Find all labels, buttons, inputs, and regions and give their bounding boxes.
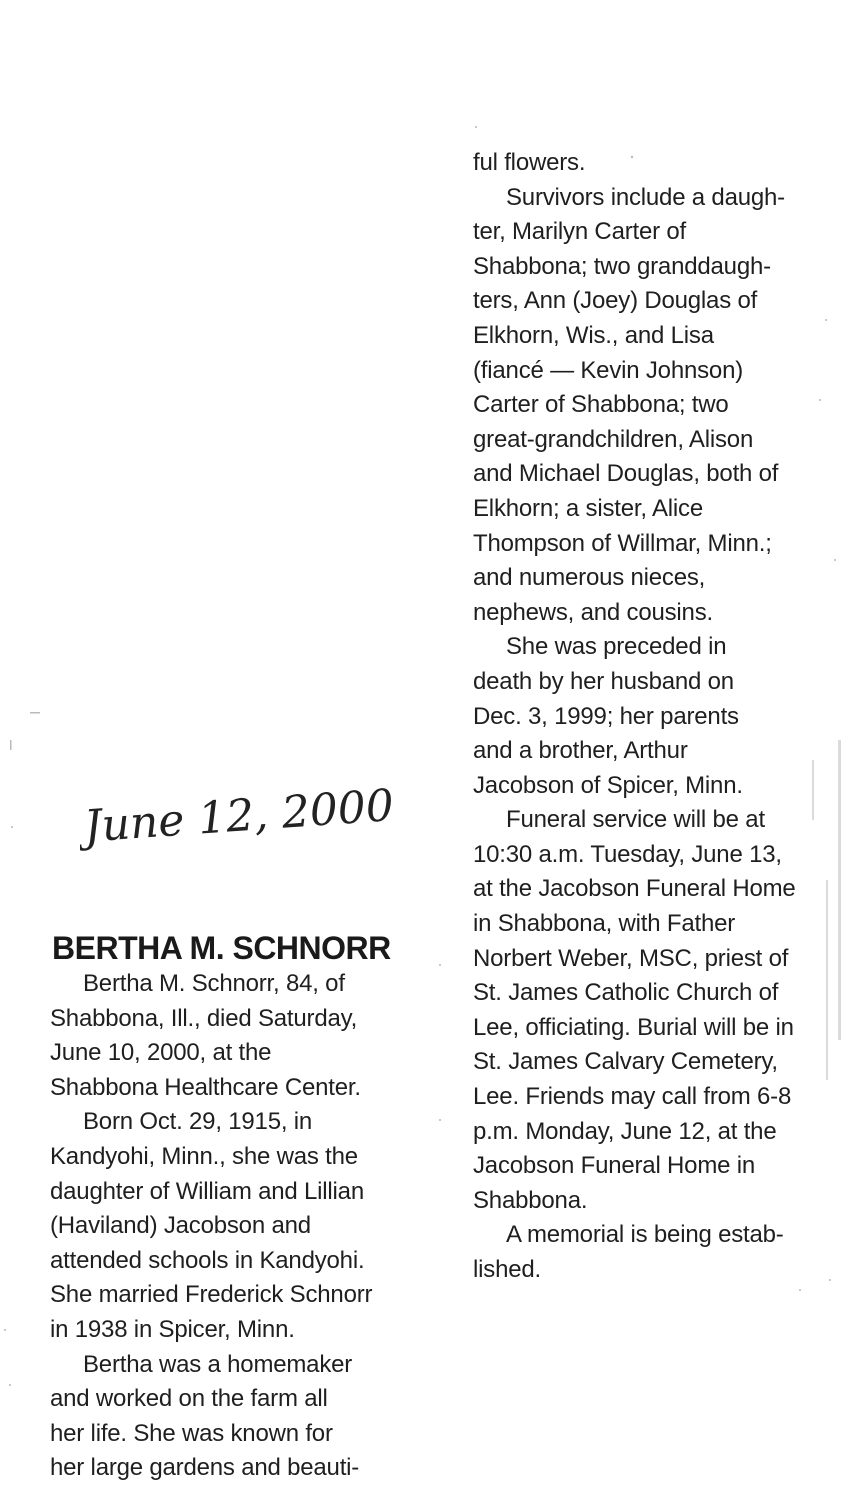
left-column-line: her life. She was known for <box>50 1419 333 1447</box>
left-column-line: Bertha was a homemaker <box>83 1350 353 1378</box>
right-column-line: at the Jacobson Funeral Home <box>473 875 796 903</box>
right-column-line: ters, Ann (Joey) Douglas of <box>473 287 758 315</box>
obituary-headline: BERTHA M. SCHNORR <box>52 930 391 966</box>
left-column-line: She married Frederick Schnorr <box>50 1281 373 1309</box>
left-column-line: attended schools in Kandyohi. <box>50 1246 365 1274</box>
right-column-line: lished. <box>473 1256 541 1283</box>
right-column-line: and numerous nieces, <box>473 564 706 592</box>
right-column-line: Jacobson of Spicer, Minn. <box>473 771 743 799</box>
right-column-line: (fiancé — Kevin Johnson) <box>473 356 744 384</box>
left-column-line: Kandyohi, Minn., she was the <box>50 1142 358 1170</box>
left-column-line: Shabbona, Ill., died Saturday, <box>50 1004 358 1032</box>
right-column-line: Shabbona; two granddaugh- <box>473 252 771 280</box>
handwritten-date <box>80 770 420 870</box>
right-column-line: Funeral service will be at <box>506 806 765 834</box>
right-column-line: Lee, officiating. Burial will be in <box>473 1013 794 1041</box>
right-column-line: Thompson of Willmar, Minn.; <box>473 529 772 557</box>
right-column-line: great-grandchildren, Alison <box>473 425 754 453</box>
right-column <box>473 146 843 1288</box>
right-column-line: and Michael Douglas, both of <box>473 460 779 488</box>
right-column-line: p.m. Monday, June 12, at the <box>473 1117 777 1145</box>
right-column-line: Shabbona. <box>473 1186 588 1214</box>
right-column-line: Elkhorn, Wis., and Lisa <box>473 321 714 349</box>
right-column-line: ful flowers. <box>473 149 586 176</box>
right-column-line: ter, Marilyn Carter of <box>473 218 686 246</box>
left-column-line: and worked on the farm all <box>50 1385 328 1413</box>
left-column-line: in 1938 in Spicer, Minn. <box>50 1315 295 1343</box>
left-column-line: June 10, 2000, at the <box>50 1039 272 1067</box>
right-column-line: Elkhorn; a sister, Alice <box>473 494 703 522</box>
right-column-line: St. James Calvary Cemetery, <box>473 1048 778 1076</box>
right-column-line: 10:30 a.m. Tuesday, June 13, <box>473 840 782 868</box>
right-column-line: Carter of Shabbona; two <box>473 391 729 419</box>
right-column-line: She was preceded in <box>506 633 727 661</box>
right-column-line: Survivors include a daugh- <box>506 183 785 211</box>
right-column-line: and a brother, Arthur <box>473 737 688 765</box>
left-column-line: Shabbona Healthcare Center. <box>50 1073 361 1101</box>
left-column-line: Born Oct. 29, 1915, in <box>83 1108 313 1136</box>
right-column-line: St. James Catholic Church of <box>473 979 779 1007</box>
left-column <box>50 967 420 1486</box>
right-column-line: in Shabbona, with Father <box>473 910 736 938</box>
handwritten-date-text: June 12, 2000 <box>82 780 396 853</box>
right-column-line: Dec. 3, 1999; her parents <box>473 702 739 730</box>
right-column-line: death by her husband on <box>473 667 734 695</box>
right-column-line: Lee. Friends may call from 6-8 <box>473 1083 792 1111</box>
right-column-line: Norbert Weber, MSC, priest of <box>473 944 789 972</box>
right-column-line: Jacobson Funeral Home in <box>473 1152 756 1180</box>
left-column-line: Bertha M. Schnorr, 84, of <box>83 970 345 997</box>
right-column-line: A memorial is being estab- <box>506 1221 784 1249</box>
left-column-line: (Haviland) Jacobson and <box>50 1212 311 1240</box>
left-column-line: her large gardens and beauti- <box>50 1454 360 1482</box>
left-column-line: daughter of William and Lillian <box>50 1177 364 1205</box>
right-column-line: nephews, and cousins. <box>473 598 713 626</box>
